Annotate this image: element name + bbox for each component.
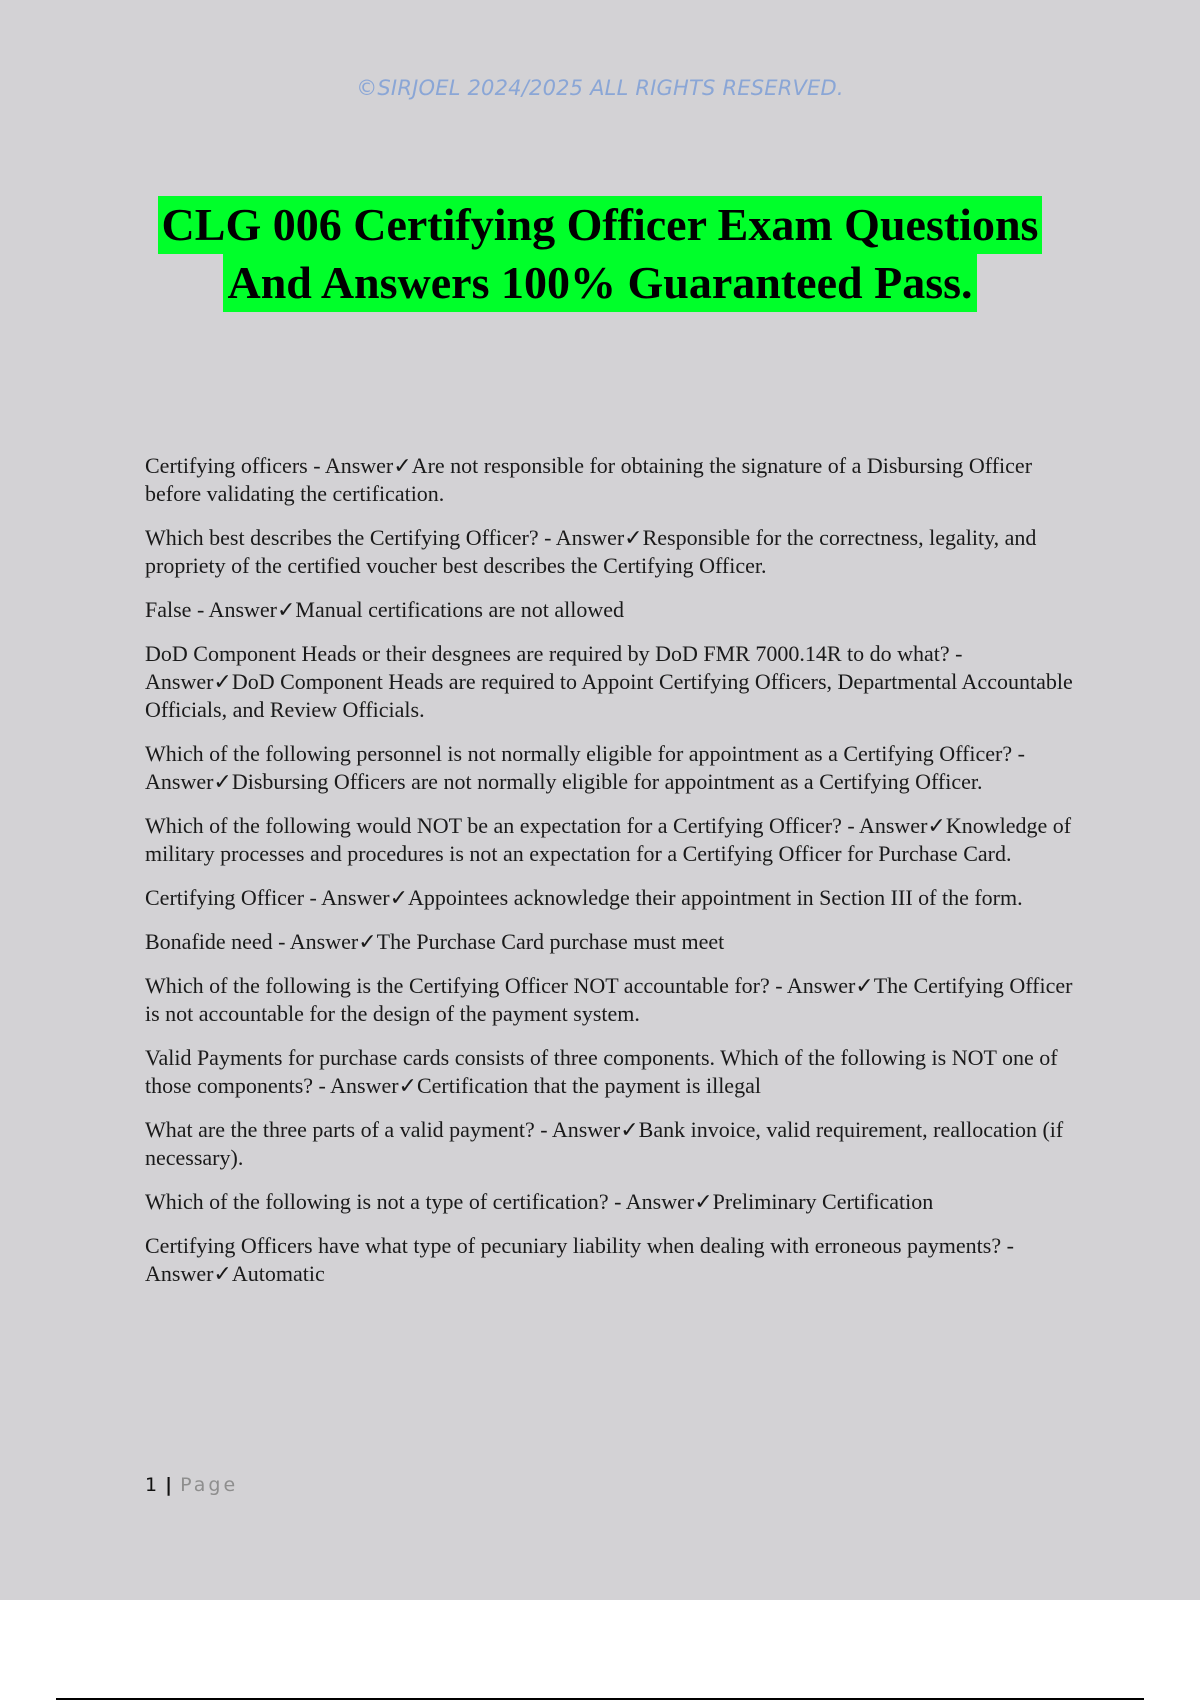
page-number: 1 [145,1474,158,1496]
qa-item: Valid Payments for purchase cards consists of three components. Which of the following is NOT one of those components? - Answer✓Certification that the payment is illegal [145,1045,1058,1098]
qa-list [145,452,1090,1304]
page-label: Page [180,1474,239,1496]
title-line-2: And Answers 100% Guaranteed Pass. [223,254,976,312]
document-title [60,196,1140,312]
qa-item: What are the three parts of a valid payment? - Answer✓Bank invoice, valid requirement, reallocation (if necessary). [145,1117,1064,1170]
qa-item: Which of the following would NOT be an expectation for a Certifying Officer? - Answer✓Knowledge of military processes and procedures is not an expectation for a Certifying Officer for Purchase Card. [145,813,1072,866]
qa-item: Which of the following personnel is not normally eligible for appointment as a Certifying Officer? - Answer✓Disbursing Officers are not normally eligible for appointment as a Certifying Officer. [145,741,1025,794]
qa-item: Certifying officers - Answer✓Are not responsible for obtaining the signature of a Disbursing Officer before validating the certification. [145,453,1033,506]
qa-item: DoD Component Heads or their desgnees are required by DoD FMR 7000.14R to do what? - Answer✓DoD Component Heads are required to Appoint Certifying Officers, Departmental Accountable Officials, and Review Officials. [145,641,1073,722]
qa-item: False - Answer✓Manual certifications are not allowed [145,597,625,622]
qa-item: Certifying Officers have what type of pecuniary liability when dealing with erroneous payments? - Answer✓Automatic [145,1233,1014,1286]
title-line-1: CLG 006 Certifying Officer Exam Questions [158,196,1043,254]
page-footer [145,1474,238,1496]
page-separator: | [165,1474,173,1496]
qa-item: Which best describes the Certifying Officer? - Answer✓Responsible for the correctness, legality, and propriety of the certified voucher best describes the Certifying Officer. [145,525,1037,578]
qa-item: Which of the following is not a type of certification? - Answer✓Preliminary Certification [145,1189,934,1214]
qa-item: Certifying Officer - Answer✓Appointees acknowledge their appointment in Section III of the form. [145,885,1023,910]
copyright-watermark: ©SIRJOEL 2024/2025 ALL RIGHTS RESERVED. [356,76,844,100]
qa-item: Bonafide need - Answer✓The Purchase Card purchase must meet [145,929,725,954]
qa-item: Which of the following is the Certifying Officer NOT accountable for? - Answer✓The Certifying Officer is not accountable for the design of the payment system. [145,973,1073,1026]
